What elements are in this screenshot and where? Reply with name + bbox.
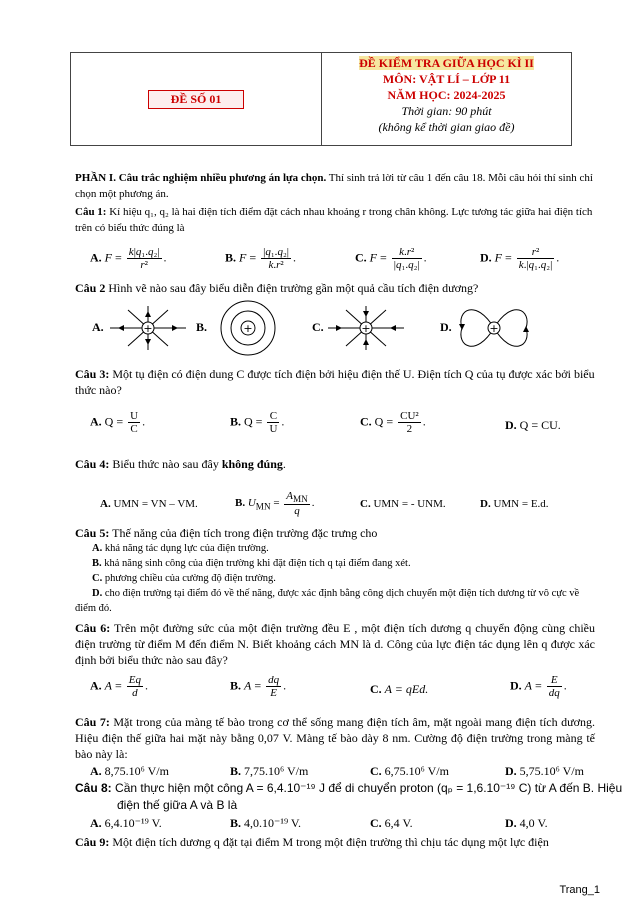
q4-option-b: B. $U_{MN}$ = $\frac{A_{MN}}{q}$ . xyxy=(235,490,315,518)
question-2: Câu 2 Hình vẽ nào sau đây biểu diễn điện trường gần một quả cầu tích điện dương? xyxy=(75,281,479,295)
question-9: Câu 9: Một điện tích dương q đặt tại điểm M trong một điện trường thì chịu tác dụng một lực điện xyxy=(75,835,549,849)
q2-option-a-label: A. xyxy=(92,320,104,334)
field-diagram-c xyxy=(326,305,406,351)
svg-text:+: + xyxy=(243,322,253,335)
q2-option-b-label: B. xyxy=(196,320,208,334)
exam-year: NĂM HỌC: 2024-2025 xyxy=(387,88,506,102)
question-1: Câu 1: Kí hiệu q₁, q₂ là hai điện tích điểm đặt cách nhau khoảng r trong chân không. Lực tương tác giữa hai điện tích trên có biểu thức đúng là xyxy=(75,206,593,234)
q6-option-d: D. A = $\frac{E}{dq}$ . xyxy=(510,674,567,699)
part1-heading: PHẦN I. Câu trắc nghiệm nhiều phương án lựa chọn. Thí sinh trả lời từ câu 1 đến câu 18. Mỗi câu hỏi thí sinh chỉ chọn một phương án. xyxy=(75,172,593,200)
q8-option-a: A. 6,4.10⁻¹⁹ V. xyxy=(90,816,162,830)
field-diagram-b xyxy=(208,300,288,356)
q5-option-d: D. cho điện trường tại điểm đó về thế năng, được xác định bằng công dịch chuyển một điện tích dương từ vô cực về điểm đó. xyxy=(75,588,580,614)
q7-option-b: B. 7,75.10⁶ V/m xyxy=(230,764,309,778)
q5-options xyxy=(92,541,597,586)
q8-option-b: B. 4,0.10⁻¹⁹ V. xyxy=(230,816,302,830)
svg-text:+: + xyxy=(361,322,371,335)
q6-option-c: C. A = qEd. xyxy=(370,682,429,696)
q1-option-c: C. F = $\frac{\text{k.r²}}{\text{|q₁.q₂|}}$ . xyxy=(355,246,427,271)
exam-code-cell xyxy=(71,53,322,145)
question-5: Câu 5: Thế năng của điện tích trong điện trường đặc trưng cho xyxy=(75,526,378,540)
q6-option-a: A. A = $\frac{Eq}{d}$ . xyxy=(90,674,149,699)
exam-header xyxy=(70,52,572,146)
question-6: Câu 6: Trên một đường sức của một điện trường đều E , một điện tích dương q chuyển động cùng chiều điện trường từ điểm M đến điểm N. Biết khoảng cách MN là d. Công của lực điện tác dụng lên q được xác định bởi biểu thức nào sau đây? xyxy=(75,621,596,667)
question-8: Câu 8: Cần thực hiện một công A = 6,4.10⁻¹⁹ J để di chuyển proton (qₚ = 1,6.10⁻¹⁹ C) từ A đến B. Hiệu điện thế giữa A và B là xyxy=(75,781,623,812)
question-4: Câu 4: Biểu thức nào sau đây không đúng. xyxy=(75,457,286,471)
q6-options xyxy=(90,670,610,710)
q3-option-a: A. Q = $\frac{U}{C}$ . xyxy=(90,410,146,435)
q5-option-a: A. khả năng tác dụng lực của điện trường. xyxy=(92,543,269,554)
page-number: Trang_1 xyxy=(559,884,600,896)
q2-option-c-label: C. xyxy=(312,320,324,334)
exam-note: (không kể thời gian giao đề) xyxy=(378,120,515,134)
q3-option-b: B. Q = $\frac{C}{U}$ . xyxy=(230,410,285,435)
exam-time: Thời gian: 90 phút xyxy=(401,104,492,118)
q1-option-a: A. F = $\frac{\text{k|q₁.q₂|}}{\text{r²}}$ . xyxy=(90,246,167,271)
q4-option-a: A. UMN = VN – VM. xyxy=(100,498,198,510)
q1-option-d: D. F = $\frac{\text{r²}}{\text{k.|q₁.q₂|}}$ . xyxy=(480,246,560,271)
q7-option-c: C. 6,75.10⁶ V/m xyxy=(370,764,449,778)
q7-options xyxy=(90,764,610,780)
exam-code: ĐỀ SỐ 01 xyxy=(148,90,245,109)
exam-title: ĐỀ KIỂM TRA GIỮA HỌC KÌ II xyxy=(359,56,534,70)
q1-options xyxy=(90,238,610,278)
q4-options xyxy=(90,484,610,524)
q7-option-d: D. 5,75.10⁶ V/m xyxy=(505,764,584,778)
q8-option-c: C. 6,4 V. xyxy=(370,816,413,830)
q3-option-d: D. Q = CU. xyxy=(505,418,561,432)
q8-options xyxy=(90,816,610,832)
question-7: Câu 7: Mặt trong của màng tế bào trong cơ thể sống mang điện tích âm, mặt ngoài mang điện tích dương. Hiệu điện thế giữa hai mặt này bằng 0,07 V. Màng tế bào dày 8 nm. Cường độ điện trường trong màng tế bào này là: xyxy=(75,715,595,761)
q4-option-d: D. UMN = E.d. xyxy=(480,498,549,510)
svg-text:+: + xyxy=(489,322,499,335)
svg-text:+: + xyxy=(143,322,153,335)
exam-subject: MÔN: VẬT LÍ – LỚP 11 xyxy=(382,72,511,86)
q5-option-c: C. phương chiều của cường độ điện trường. xyxy=(92,573,276,584)
exam-info-cell xyxy=(322,53,571,145)
q3-options xyxy=(90,402,610,442)
q4-option-c: C. UMN = - UNM. xyxy=(360,498,446,510)
q2-option-d-label: D. xyxy=(440,320,452,334)
q8-option-d: D. 4,0 V. xyxy=(505,816,548,830)
field-diagram-d xyxy=(456,302,532,354)
field-diagram-a xyxy=(108,305,188,351)
q1-option-b: B. F = $\frac{\text{|q₁.q₂|}}{\text{k.r²}}$ . xyxy=(225,246,296,271)
q6-option-b: B. A = $\frac{dq}{E}$ . xyxy=(230,674,287,699)
question-3: Câu 3: Một tụ điện có điện dung C được tích điện bởi hiệu điện thế U. Điện tích Q của tụ được xác bởi biểu thức nào? xyxy=(75,367,595,397)
q7-option-a: A. 8,75.10⁶ V/m xyxy=(90,764,169,778)
q3-option-c: C. Q = $\frac{\text{CU²}}{2}$ . xyxy=(360,410,426,435)
q5-option-b: B. khả năng sinh công của điện trường khi đặt điện tích q tại điểm đang xét. xyxy=(92,558,411,569)
